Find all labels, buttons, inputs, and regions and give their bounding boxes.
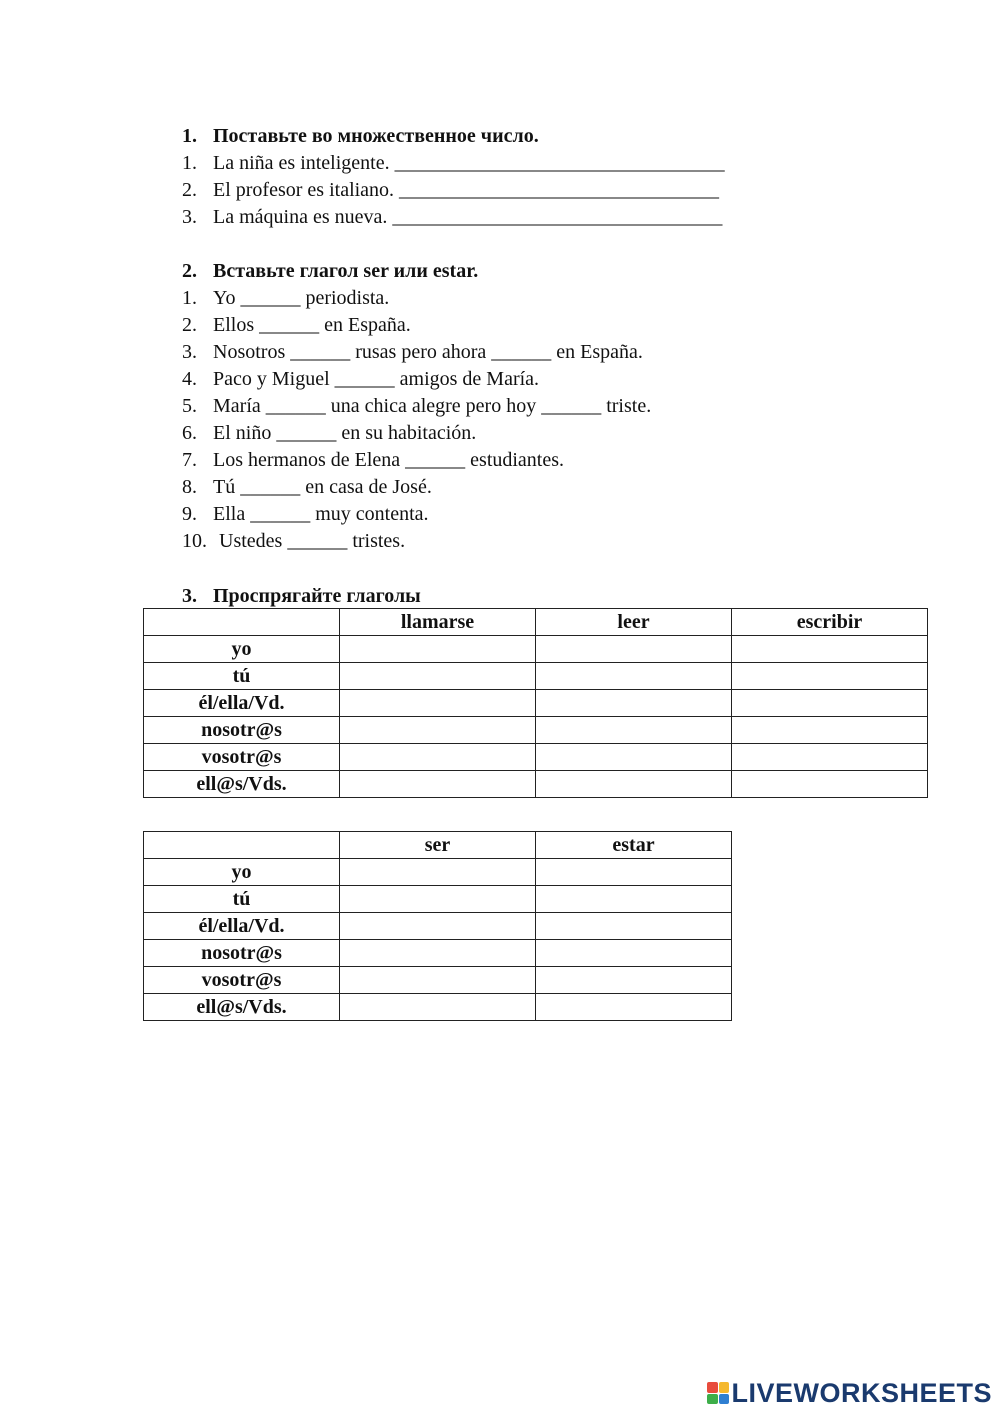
logo-square bbox=[719, 1382, 730, 1393]
conjugation-table-1 bbox=[143, 608, 928, 798]
exercise2-item: 8. Tú ______ en casa de José. bbox=[182, 476, 432, 498]
logo-square bbox=[707, 1394, 718, 1405]
table-header-cell: leer bbox=[536, 609, 732, 636]
table-row bbox=[144, 913, 732, 940]
answer-cell[interactable] bbox=[340, 690, 536, 717]
pronoun-cell: ell@s/Vds. bbox=[144, 771, 340, 798]
section1-heading: 1. Поставьте во множественное число. bbox=[182, 125, 539, 147]
exercise1-item: 3. La máquina es nueva. _________________________________ bbox=[182, 206, 723, 228]
exercise2-item: 9. Ella ______ muy contenta. bbox=[182, 503, 429, 525]
answer-cell[interactable] bbox=[536, 663, 732, 690]
conjugation-table-2 bbox=[143, 831, 732, 1021]
table-header-cell: ser bbox=[340, 832, 536, 859]
answer-cell[interactable] bbox=[732, 690, 928, 717]
answer-cell[interactable] bbox=[536, 690, 732, 717]
exercise2-item: 6. El niño ______ en su habitación. bbox=[182, 422, 477, 444]
pronoun-cell: tú bbox=[144, 663, 340, 690]
pronoun-cell: ell@s/Vds. bbox=[144, 994, 340, 1021]
exercise2-item: 1. Yo ______ periodista. bbox=[182, 287, 390, 309]
table-row bbox=[144, 690, 928, 717]
table-header-cell: estar bbox=[536, 832, 732, 859]
table-header-cell bbox=[144, 832, 340, 859]
answer-cell[interactable] bbox=[340, 717, 536, 744]
pronoun-cell: yo bbox=[144, 636, 340, 663]
answer-cell[interactable] bbox=[340, 636, 536, 663]
answer-cell[interactable] bbox=[340, 994, 536, 1021]
logo-square bbox=[707, 1382, 718, 1393]
table-header-cell bbox=[144, 609, 340, 636]
answer-cell[interactable] bbox=[536, 859, 732, 886]
table-row bbox=[144, 859, 732, 886]
table-row bbox=[144, 771, 928, 798]
section3-heading: 3. Проспрягайте глаголы bbox=[182, 585, 421, 607]
answer-cell[interactable] bbox=[340, 940, 536, 967]
answer-cell[interactable] bbox=[536, 994, 732, 1021]
answer-cell[interactable] bbox=[732, 744, 928, 771]
section2-heading: 2. Вставьте глагол ser или estar. bbox=[182, 260, 479, 282]
pronoun-cell: yo bbox=[144, 859, 340, 886]
pronoun-cell: vosotr@s bbox=[144, 967, 340, 994]
table-row bbox=[144, 940, 732, 967]
pronoun-cell: él/ella/Vd. bbox=[144, 690, 340, 717]
pronoun-cell: nosotr@s bbox=[144, 940, 340, 967]
answer-cell[interactable] bbox=[536, 940, 732, 967]
pronoun-cell: tú bbox=[144, 886, 340, 913]
table-header-row bbox=[144, 609, 928, 636]
logo-text: LIVEWORKSHEETS bbox=[731, 1377, 992, 1408]
logo-square bbox=[719, 1394, 730, 1405]
logo-mark-icon bbox=[707, 1382, 729, 1404]
table-row bbox=[144, 717, 928, 744]
answer-cell[interactable] bbox=[340, 859, 536, 886]
answer-cell[interactable] bbox=[536, 886, 732, 913]
answer-cell[interactable] bbox=[536, 744, 732, 771]
answer-cell[interactable] bbox=[536, 636, 732, 663]
answer-cell[interactable] bbox=[536, 967, 732, 994]
pronoun-cell: vosotr@s bbox=[144, 744, 340, 771]
answer-cell[interactable] bbox=[340, 744, 536, 771]
exercise2-item: 2. Ellos ______ en España. bbox=[182, 314, 411, 336]
answer-cell[interactable] bbox=[732, 717, 928, 744]
answer-cell[interactable] bbox=[340, 771, 536, 798]
table-header-cell: escribir bbox=[732, 609, 928, 636]
answer-cell[interactable] bbox=[536, 913, 732, 940]
answer-cell[interactable] bbox=[340, 886, 536, 913]
exercise1-item: 2. El profesor es italiano. ________________________________ bbox=[182, 179, 720, 201]
table-row bbox=[144, 636, 928, 663]
exercise2-item: 5. María ______ una chica alegre pero hoy ______ triste. bbox=[182, 395, 652, 417]
exercise2-item: 10. Ustedes ______ tristes. bbox=[182, 530, 406, 552]
answer-cell[interactable] bbox=[732, 636, 928, 663]
table-row bbox=[144, 967, 732, 994]
table-row bbox=[144, 663, 928, 690]
answer-cell[interactable] bbox=[340, 663, 536, 690]
answer-cell[interactable] bbox=[536, 771, 732, 798]
pronoun-cell: nosotr@s bbox=[144, 717, 340, 744]
answer-cell[interactable] bbox=[340, 913, 536, 940]
liveworksheets-logo bbox=[707, 1378, 992, 1408]
table-row bbox=[144, 744, 928, 771]
pronoun-cell: él/ella/Vd. bbox=[144, 913, 340, 940]
exercise2-item: 7. Los hermanos de Elena ______ estudiantes. bbox=[182, 449, 565, 471]
table-header-cell: llamarse bbox=[340, 609, 536, 636]
answer-cell[interactable] bbox=[732, 771, 928, 798]
table-row bbox=[144, 886, 732, 913]
answer-cell[interactable] bbox=[340, 967, 536, 994]
exercise2-item: 3. Nosotros ______ rusas pero ahora ______ en España. bbox=[182, 341, 643, 363]
answer-cell[interactable] bbox=[732, 663, 928, 690]
answer-cell[interactable] bbox=[536, 717, 732, 744]
exercise1-item: 1. La niña es inteligente. _________________________________ bbox=[182, 152, 725, 174]
exercise2-item: 4. Paco y Miguel ______ amigos de María. bbox=[182, 368, 540, 390]
table-row bbox=[144, 994, 732, 1021]
table-header-row bbox=[144, 832, 732, 859]
